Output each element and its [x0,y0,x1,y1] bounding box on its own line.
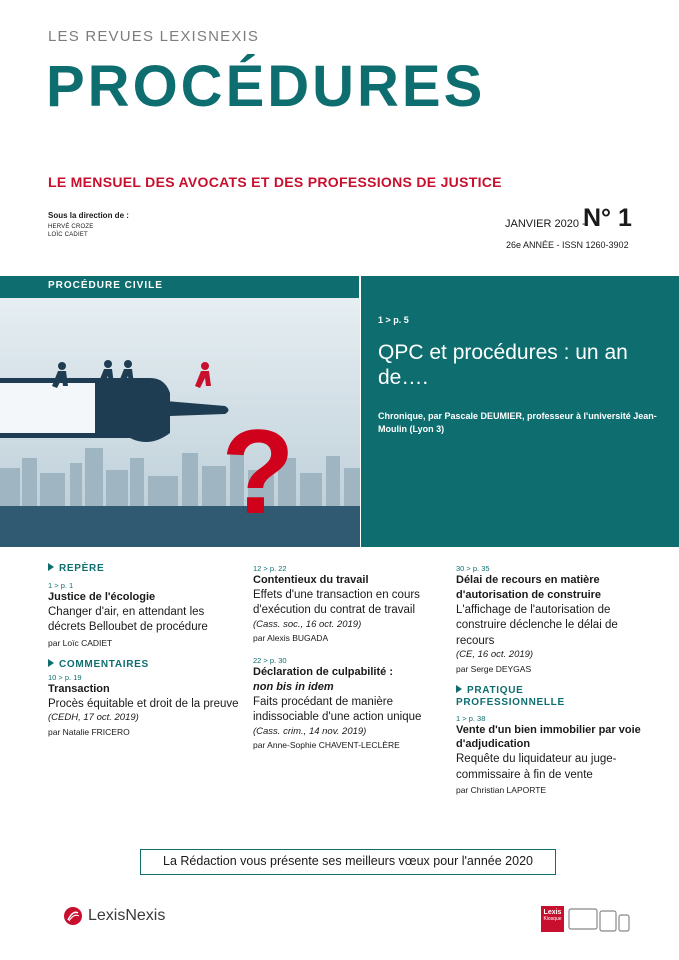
article-title[interactable]: Transaction [48,682,110,695]
article-author: par Natalie FRICERO [48,726,130,737]
article-title[interactable]: Déclaration de culpabilité : [253,666,393,679]
devices-icon [568,907,633,933]
article-title-italic: non bis in idem [253,681,334,694]
article-summary: Procès équitable et droit de la preuve [48,697,239,710]
article-ref: 12 > p. 22 [253,564,287,573]
issue-year: 26e ANNÉE - ISSN 1260-3902 [506,240,629,250]
article-title[interactable]: Contentieux du travail [253,574,369,586]
triangle-icon [456,685,462,693]
section-label: PROCÉDURE CIVILE [48,280,163,291]
cover-illustration [0,298,360,547]
issue-date: JANVIER 2020 - [505,218,586,230]
greeting-banner: La Rédaction vous présente ses meilleurs vœux pour l'année 2020 [163,854,533,868]
article-title[interactable]: Délai de recours en matière d'autorisation de construire [456,574,602,601]
article-author: par Anne-Sophie CHAVENT-LECLÈRE [253,740,400,751]
feature-title[interactable]: QPC et procédures : un an de…. [378,341,628,390]
article-summary: Effets d'une transaction en cours d'exécution du contrat de travail [253,588,420,617]
article-summary: Requête du liquidateur au juge-commissaire à fin de vente [456,753,617,781]
triangle-icon [48,563,54,571]
article-author: par Alexis BUGADA [253,633,329,644]
kiosque-badge-text [541,909,564,922]
journal-title: PROCÉDURES [46,54,486,119]
article-citation: (CEDH, 17 oct. 2019) [48,712,139,724]
article-author: par Christian LAPORTE [456,785,547,796]
section-heading: COMMENTAIRES [48,659,243,670]
article-title[interactable]: Justice de l'écologie [48,591,156,603]
column-3 [456,564,641,796]
director-name: HERVÉ CROZE [48,224,94,230]
article-ref: 1 > p. 38 [456,713,486,723]
kiosque-badge-sub: Kiosque [543,915,562,922]
direction-label: Sous la direction de : [48,211,129,220]
series-kicker: LES REVUES LEXISNEXIS [48,28,260,45]
article-summary: Changer d'air, en attendant les décrets Belloubet de procédure [48,605,208,634]
section-heading: REPÈRE [48,563,243,574]
article-summary: Faits procédant de manière indissociable d'une action unique [253,695,422,724]
journal-tagline: LE MENSUEL DES AVOCATS ET DES PROFESSIONS DE JUSTICE [48,174,502,190]
column-2 [253,564,448,751]
lexisnexis-logo-icon [63,906,83,926]
publisher-logo-text: LexisNexis [88,907,166,924]
article-citation: (Cass. soc., 16 oct. 2019) [253,618,362,630]
kiosque-badge-label: Lexis [543,909,562,916]
article-ref: 1 > p. 1 [48,581,74,590]
section-heading: PRATIQUE PROFESSIONNELLE [456,684,565,708]
svg-text:?: ? [221,405,295,539]
article-author: par Serge DEYGAS [456,663,532,674]
article-ref: 22 > p. 30 [253,656,287,666]
director-name: LOÏC CADIET [48,232,88,238]
article-title[interactable]: Vente d'un bien immobilier par voie d'adjudication [456,723,641,751]
column-1 [48,563,243,738]
article-citation: (Cass. crim., 14 nov. 2019) [253,725,367,737]
feature-ref: 1 > p. 5 [378,315,409,325]
article-summary: L'affichage de l'autorisation de construire déclenche le délai de recours [456,603,618,647]
issue-number: N° 1 [583,204,632,232]
triangle-icon [48,659,54,667]
article-author: par Loïc CADIET [48,637,113,648]
feature-author: Chronique, par Pascale DEUMIER, professeur à l'université Jean-Moulin (Lyon 3) [378,411,657,435]
article-ref: 10 > p. 19 [48,672,82,682]
article-ref: 30 > p. 35 [456,564,490,573]
article-citation: (CE, 16 oct. 2019) [456,649,534,661]
